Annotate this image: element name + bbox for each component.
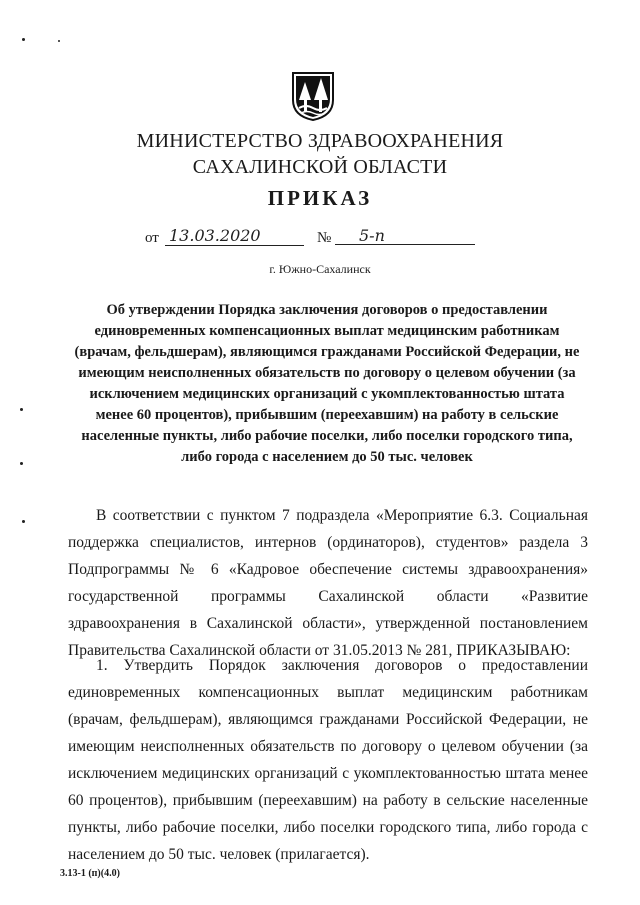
ministry-name [100,128,540,180]
ministry-line-1: МИНИСТЕРСТВО ЗДРАВООХРАНЕНИЯ [136,130,504,152]
form-code: 3.13-1 (п)(4.0) [60,868,120,879]
body-paragraph-2: 1. Утвердить Порядок заключения договоров о предоставлении единовременных компенсационных выплат медицинским работникам (врачам, фельдшерам), являющимся гражданами Российской Федерации, не имеющим неисполненных обязательств по договору о целевом обучении (за исключением медицинских организаций с укомплектованностью штата менее 60 процентов), прибывшим (переехавшим) на работу в сельские населенные пункты, либо рабочие поселки, либо поселки городского типа, либо города с населением до 50 тыс. человек (прилагается). [68,657,588,863]
scan-speck [20,462,23,465]
scan-speck [22,520,25,523]
number-prefix: № [317,230,332,246]
scan-speck [20,408,23,411]
scan-speck [22,38,25,41]
document-type-title: ПРИКАЗ [267,186,373,210]
ministry-line-2: САХАЛИНСКОЙ ОБЛАСТИ [192,156,448,178]
city-label: г. Южно-Сахалинск [269,262,371,276]
sakhalin-coat-of-arms-icon [290,70,336,122]
date-value: 13.03.2020 [165,226,304,246]
date-number-line [145,226,485,250]
body-paragraph-1: В соответствии с пунктом 7 подраздела «Мероприятие 6.3. Социальная поддержка специалистов, интернов (ординаторов), студентов» раздела 3 Подпрограммы № 6 «Кадровое обеспечение системы здравоохранения» государственной программы Сахалинской области «Развитие здравоохранения в Сахалинской области», утвержденной постановлением Правительства Сахалинской области от 31.05.2013 № 281, ПРИКАЗЫВАЮ: [68,507,588,659]
date-prefix: от [145,230,159,246]
scan-speck [58,40,60,42]
number-value: 5-п [335,226,475,245]
order-subject: Об утверждении Порядка заключения договоров о предоставлении единовременных компенсационных выплат медицинским работникам (врачам, фельдшерам), являющимся гражданами Российской Федерации, не имеющим неисполненных обязательств по договору о целевом обучении (за исключением медицинских организаций с укомплектованностью штата менее 60 процентов), прибывшим (переехавшим) на работу в сельские населенные пункты, либо рабочие поселки, либо поселки городского типа, либо города с населением до 50 тыс. человек [74,302,580,465]
